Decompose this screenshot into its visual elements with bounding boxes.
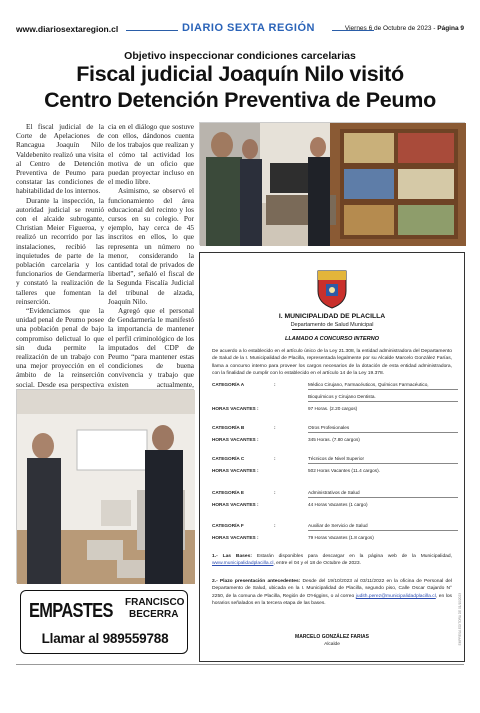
notice-department: Departamento de Salud Municipal [290,322,374,328]
paragraph: cia en el diálogo que sostuve con ellos, dándonos cuenta de los trabajos que realizan y el cómo tal actividad los motiva de un oficio que puedan proyectar incluso en el medio libre. [108,122,194,187]
notice-call-title: LLAMADO A CONCURSO INTERNO [284,336,380,342]
hours-label: HORAS VACANTES : [212,468,259,473]
ad-brand: EMPASTES [29,600,113,622]
paragraph: Durante la inspección, la autoridad judicial se reunió con el alcaide subrogante, Christian Meier Figueroa, y realizó un recorrido por las instalaciones, recibió las inquietudes de parte de la población carcelaria y los funcionarios de Gendarmería y constató la realización de talleres que fomentan la reinserción. [16,195,104,306]
signer-role: Alcalde [324,642,340,647]
deadline-title: 2.- Plazo presentación antecedentes: [212,579,301,584]
hours-label: HORAS VACANTES : [212,535,259,540]
paragraph: Asimismo, se observó el funcionamiento del área educacional del recinto y los cursos en su colegio. Por ejemplo, hay cerca de 45 inscritos en ellos, lo que representa un número no menor, considerando la cantidad total de privados de libertad”, señaló el fiscal de la Segunda Fiscalía Judicial del tribunal de alzada, Joaquín Nilo. [108,186,194,306]
underline [308,497,458,498]
photo-classroom-illustration [17,390,195,584]
page-bottom-rule [16,664,464,665]
notice-side-code: EMPRESA EDITORA DE 01/10/2023 [458,593,462,646]
paragraph: “Evidenciamos que la unidad penal de Peumo posee una población penal de bajo compromiso delictual lo que sin duda permite la realización de un trabajo con una mejor proyección en el ámbito de la reinserción social. Desde esa perspectiva [16,306,104,389]
page-header [16,24,464,38]
paragraph: El fiscal judicial de la Corte de Apelaciones de Rancagua Joaquín Nilo Valdebenito realizó una visita al Centro de Detención Preventiva de Peumo para constatar las condiciones de habitabilidad de los internos. [16,122,104,196]
category-description: Bioquímicos y Cirujano Dentista. [308,394,376,399]
hours-value: 44 Horas Vacantes (1 cargo) [308,502,368,507]
municipal-notice: I. MUNICIPALIDAD DE PLACILLA Departamento de Salud Municipal LLAMADO A CONCURSO INTERNO De acuerdo a lo establecido en el artículo único de la Ley 21.308, la entidad administradora del Departamento de Salud de la I. Municipalidad de Placilla, representada legalmente por su Alcalde Marcelo González Farías, llama a concurso interno para proveer los cargos necesarios de la dotación de esta entidad administradora, con la finalidad de cumplir con lo establecido en el artículo 14 de la Ley 19.378. CATEGORÍA A : Médico Cirujano, Farmacéuticos, Químicos Farmacéutico, Bioquímicos y Cirujano Dentista. HORAS VACANTES : 97 Horas. (2.20 cargos) CATEGORÍA B : Otros Profesionales HORAS VACANTES : 345 Horas. (7.80 cargos) CATEGORÍA C : Técnicos de Nivel Superior HORAS VACANTES : 502 Horas Vacantes (11.4 cargos). CATEGORÍA E : Administrativos de Salud HORAS VACANTES : 44 Horas Vacantes (1 cargo) CATEGORÍA F : Auxiliar de Servicio de Salud HORAS VACANTES : 79 Horas Vacantes (1.8 cargos) 1.- Las Bases: Estarán disponibles para descargar en la página web de la Municipalidad, www.municipalidadplacilla.cl, entre el 04 y el 18 de Octubre de 2023. 2.- Plazo presentación antecedentes: Desde del 19/10/2023 al 03/11/2022 en la oficina de Personal del Departamento de Salud, ubicada en la I. Municipalidad de Placilla, segundo piso, Calle Oscar Gajardo N° 2250, de la comuna de Placilla, Región de O'Higgins, o al correo judith.perez@municipalidadplacilla.cl, en los horarios señalados en la tercera etapa de las bases. MARCELO GONZÁLEZ FARIAS Alcalde EMPRESA EDITORA DE 01/10/2023 [199,252,465,662]
municipality-crest-icon [314,267,350,309]
category-label: CATEGORÍA F [212,523,244,528]
municipality-website-link[interactable]: www.municipalidadplacilla.cl [212,561,274,567]
hours-value: 79 Horas Vacantes (1.8 cargos) [308,535,374,540]
website-url[interactable]: www.diariosextaregion.cl [16,24,119,34]
article-photo-classroom [16,389,194,583]
notice-deadline: 2.- Plazo presentación antecedentes: Desde del 19/10/2023 al 03/11/2022 en la oficina de Personal del Departamento de Salud, ubicada en la I. Municipalidad de Placilla, segundo piso, Calle Oscar Gajardo N° 2250, de la comuna de Placilla, Región de O'Higgins, o al correo judith.perez@municipalidadplacilla.cl, en los horarios señalados en la tercera etapa de las bases. [212,579,452,607]
article-column-1 [16,122,104,388]
newspaper-title: DIARIO SEXTA REGIÓN [182,22,315,34]
article-column-2 [108,122,194,388]
category-label: CATEGORÍA A [212,382,245,387]
category-label: CATEGORÍA C [212,456,245,461]
category-description: Administrativos de Salud [308,490,360,495]
hours-value: 97 Horas. (2.20 cargos) [308,406,358,411]
advertisement-empastes[interactable] [20,590,188,654]
ad-name-line-1: FRANCISCO [125,597,185,608]
headline-line-2: Centro Detención Preventiva de Peumo [44,88,436,112]
page-number: Página 9 [437,25,464,32]
category-description: Otros Profesionales [308,425,350,430]
ad-phone[interactable]: Llamar al 989559788 [41,631,169,646]
notice-municipality: I. MUNICIPALIDAD DE PLACILLA [278,313,386,320]
underline [308,463,458,464]
signer-name: MARCELO GONZÁLEZ FARIAS [295,634,369,640]
hours-label: HORAS VACANTES : [212,437,259,442]
bases-title: 1.- Las Bases: [212,554,252,559]
article-headline [12,61,468,113]
hours-label: HORAS VACANTES : [212,502,259,507]
hours-value: 502 Horas Vacantes (11.4 cargos). [308,468,380,473]
hours-value: 345 Horas. (7.80 cargos) [308,437,360,442]
underline [308,401,458,402]
notice-intro: De acuerdo a lo establecido en el artículo único de la Ley 21.308, la entidad administradora del Departamento de Salud de la I. Municipalidad de Placilla, representada legalmente por su Alcalde Marcelo González Farías, llama a concurso interno para proveer los cargos necesarios de la dotación de esta entidad administradora, con la finalidad de cumplir con lo establecido en el artículo 14 de la Ley 19.378. [212,349,452,377]
header-divider-left [126,30,178,31]
underline [308,389,458,390]
category-label: CATEGORÍA E [212,490,245,495]
photo-library-illustration [200,123,466,246]
category-label: CATEGORÍA B [212,425,245,430]
contact-email-link[interactable]: judith.perez@municipalidadplacilla.cl [355,593,436,599]
category-description: Médico Cirujano, Farmacéuticos, Químicos Farmacéutico, [308,382,429,387]
headline-line-1: Fiscal judicial Joaquín Nilo visitó [76,62,404,86]
article-photo-library [199,122,465,245]
underline [308,530,458,531]
issue-date: Viernes 6 de Octubre de 2023 - Página 9 [344,25,464,32]
ad-name-line-2: BECERRA [129,609,179,620]
notice-divider [292,329,372,330]
category-description: Auxiliar de Servicio de Salud [308,523,368,528]
hours-label: HORAS VACANTES : [212,406,259,411]
notice-bases: 1.- Las Bases: Estarán disponibles para descargar en la página web de la Municipalidad, www.municipalidadplacilla.cl, entre el 04 y el 18 de Octubre de 2023. [212,554,452,567]
underline [308,432,458,433]
paragraph: Agregó que el personal de Gendarmería le manifestó la importancia de mantener el perfil criminológico de los imputados del CDP de Peumo “para mantener estas condiciones de buena convivencia y trabajo que existen actualmente, [108,306,194,389]
category-description: Técnicos de Nivel Superior [308,456,365,461]
article-kicker: Objetivo inspeccionar condiciones carcelarias [124,50,356,62]
